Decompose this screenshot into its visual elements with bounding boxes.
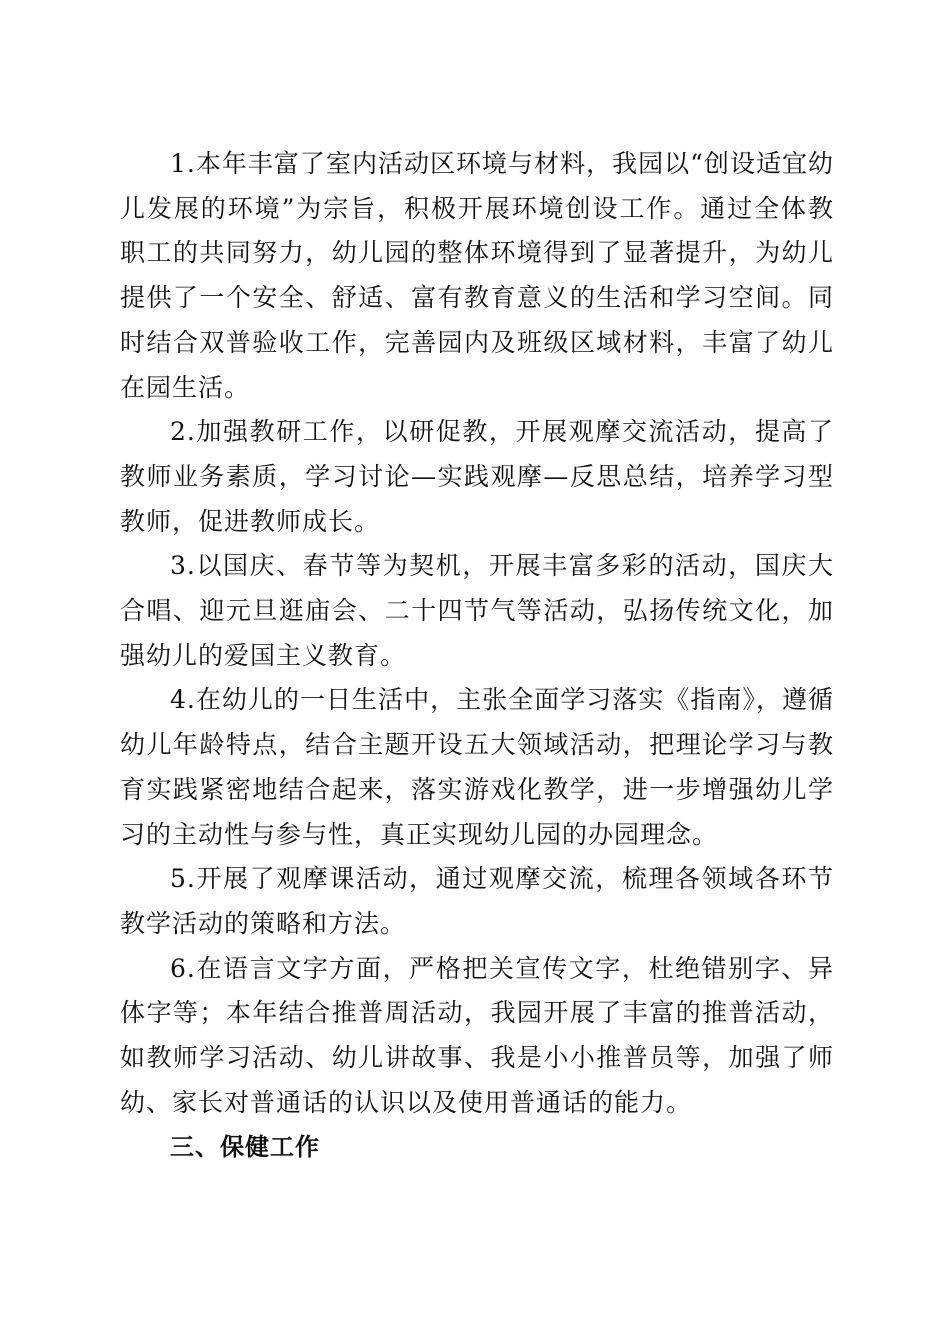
paragraph-daily-life: 4.在幼儿的一日生活中，主张全面学习落实《指南》，遵循幼儿年龄特点，结合主题开设五大领域活动，把理论学习与教育实践紧密地结合起来，落实游戏化教学，进一步增强幼儿学习的主动性与参与性，真正实现幼儿园的办园理念。 (120, 685, 834, 849)
document-page (120, 142, 834, 1170)
paragraph-environment: 1.本年丰富了室内活动区环境与材料，我园以“创设适宜幼儿发展的环境”为宗旨，积极开展环境创设工作。通过全体教职工的共同努力，幼儿园的整体环境得到了显著提升，为幼儿提供了一个安全、舒适、富有教育意义的生活和学习空间。同时结合双普验收工作，完善园内及班级区域材料，丰富了幼儿在园生活。 (120, 149, 834, 402)
section-heading: 三、保健工作 (170, 1133, 320, 1162)
paragraph-teaching-research: 2.加强教研工作，以研促教，开展观摩交流活动，提高了教师业务素质，学习讨论—实践观摩—反思总结，培养学习型教师，促进教师成长。 (120, 417, 834, 536)
paragraph-language: 6.在语言文字方面，严格把关宣传文字，杜绝错别字、异体字等；本年结合推普周活动，我园开展了丰富的推普活动，如教师学习活动、幼儿讲故事、我是小小推普员等，加强了师幼、家长对普通话的认识以及使用普通话的能力。 (120, 953, 834, 1117)
paragraph-observation-class: 5.开展了观摩课活动，通过观摩交流，梳理各领域各环节教学活动的策略和方法。 (120, 864, 834, 938)
paragraph-festival-activities: 3.以国庆、春节等为契机，开展丰富多彩的活动，国庆大合唱、迎元旦逛庙会、二十四节气等活动，弘扬传统文化，加强幼儿的爱国主义教育。 (120, 551, 834, 670)
